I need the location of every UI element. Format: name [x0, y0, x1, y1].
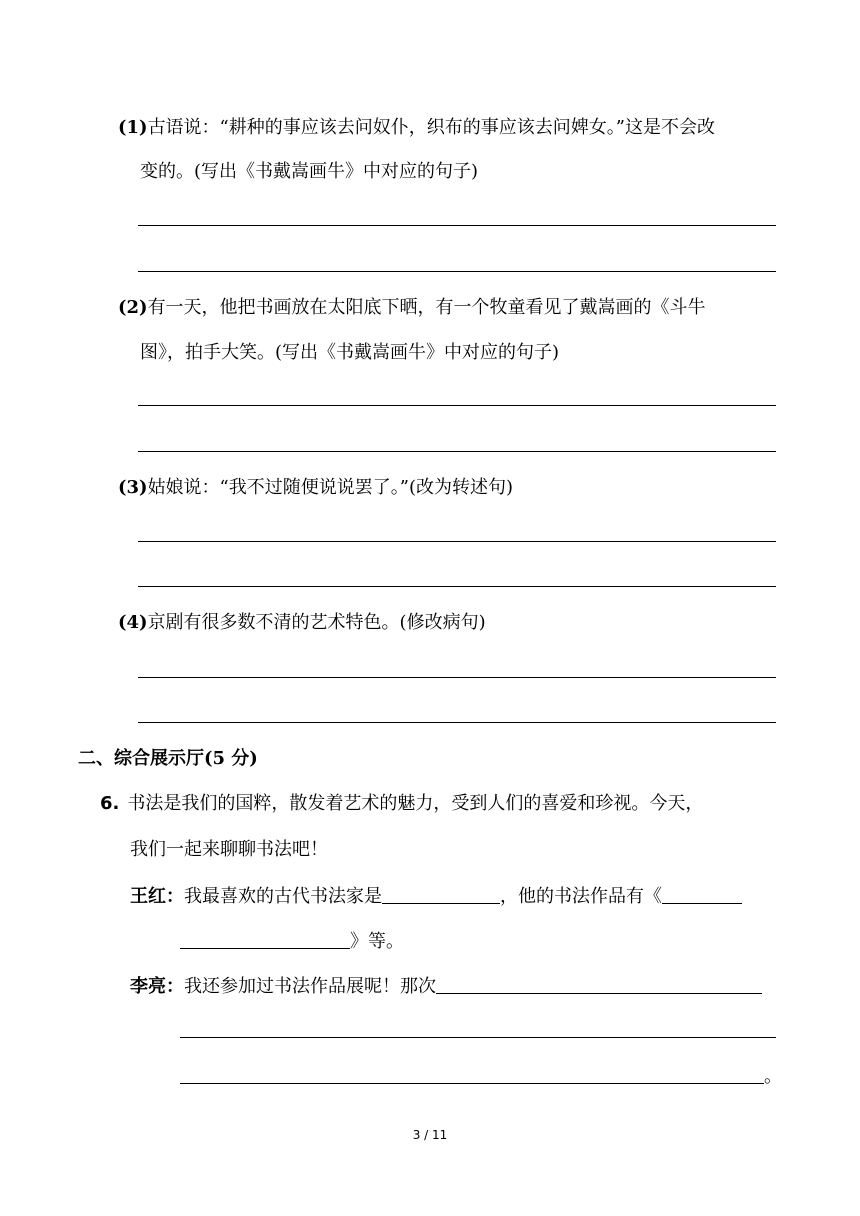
- dialogue-text: 》等。: [350, 931, 404, 952]
- answer-line[interactable]: [138, 271, 776, 272]
- dialogue-text: ，他的书法作品有《: [500, 886, 662, 907]
- question-text: 古语说：“耕种的事应该去问奴仆，织布的事应该去问婢女。”这是不会改: [147, 117, 715, 138]
- question-number: (1): [118, 117, 148, 138]
- wang-hong-line-1: [130, 883, 742, 909]
- answer-line[interactable]: [138, 451, 776, 452]
- question-number: (2): [118, 297, 148, 318]
- dialogue-text: 我还参加过书法作品展呢！那次: [184, 976, 436, 997]
- answer-line[interactable]: [180, 1037, 776, 1038]
- question-3-line-1: [118, 476, 513, 500]
- question-2-line-2: 图》，拍手大笑。(写出《书戴嵩画牛》中对应的句子): [140, 342, 560, 363]
- question-4-line-1: [118, 611, 486, 635]
- question-1-line-1: [118, 116, 715, 140]
- fill-blank-exhibition-continued[interactable]: [180, 1063, 764, 1084]
- question-number: 6.: [100, 793, 120, 814]
- question-number: (3): [118, 477, 148, 498]
- page-number: 3 / 11: [412, 1128, 448, 1142]
- answer-line[interactable]: [138, 677, 776, 678]
- question-number: (4): [118, 612, 148, 633]
- fill-blank-work-title-continued[interactable]: [180, 928, 350, 949]
- question-text: 书法是我们的国粹，散发着艺术的魅力，受到人们的喜爱和珍视。今天，: [127, 793, 704, 814]
- answer-line[interactable]: [138, 586, 776, 587]
- li-liang-line-3: [180, 1063, 782, 1089]
- speaker-wang-hong: 王红：: [130, 886, 184, 907]
- dialogue-text: 。: [764, 1066, 782, 1087]
- dialogue-text: 我最喜欢的古代书法家是: [184, 886, 382, 907]
- answer-line[interactable]: [138, 722, 776, 723]
- speaker-li-liang: 李亮：: [130, 976, 184, 997]
- fill-blank-exhibition[interactable]: [436, 973, 762, 994]
- fill-blank-calligrapher[interactable]: [382, 883, 500, 904]
- question-text: 京剧有很多数不清的艺术特色。(修改病句): [147, 612, 486, 633]
- answer-line[interactable]: [138, 541, 776, 542]
- section-title: 二、综合展示厅(5 分): [78, 748, 258, 769]
- question-6-line-1: [100, 792, 703, 816]
- question-text: 姑娘说：“我不过随便说说罢了。”(改为转述句): [147, 477, 514, 498]
- li-liang-line-1: [130, 973, 762, 999]
- wang-hong-line-2: [180, 928, 404, 954]
- answer-line[interactable]: [138, 405, 776, 406]
- question-6-line-2: 我们一起来聊聊书法吧！: [130, 839, 328, 860]
- answer-line[interactable]: [138, 225, 776, 226]
- question-2-line-1: [118, 296, 706, 320]
- question-text: 有一天，他把书画放在太阳底下晒，有一个牧童看见了戴嵩画的《斗牛: [147, 297, 706, 318]
- question-1-line-2: 变的。(写出《书戴嵩画牛》中对应的句子): [140, 161, 479, 182]
- fill-blank-work-title[interactable]: [662, 883, 742, 904]
